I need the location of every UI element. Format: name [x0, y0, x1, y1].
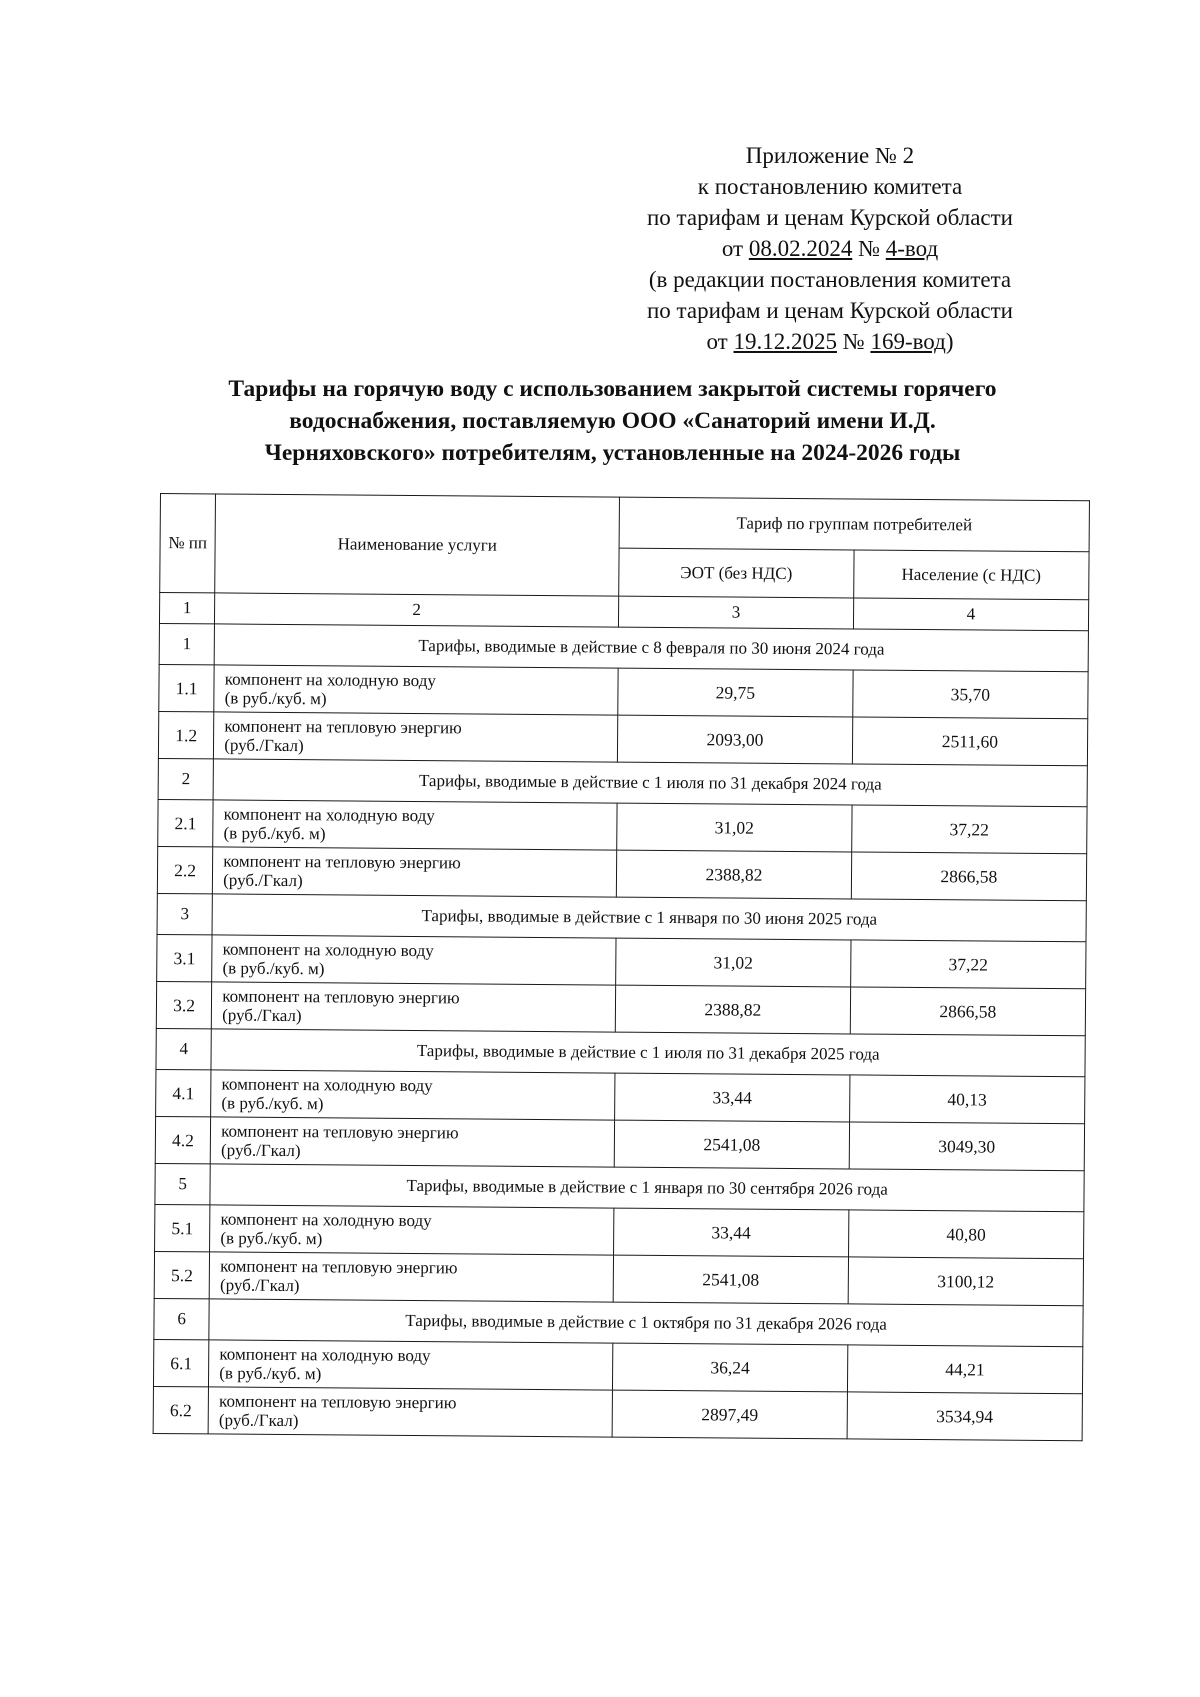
date-prefix: от	[721, 236, 749, 261]
revision-number: 169-вод	[870, 329, 946, 354]
service-name: компонент на тепловую энергию	[223, 851, 461, 873]
section-title: Тарифы, вводимые в действие с 1 июля по 31 декабря 2024 года	[213, 759, 1087, 807]
service-unit: (в руб./куб. м)	[219, 1363, 322, 1384]
header-row	[160, 494, 1089, 552]
service-unit: (в руб./куб. м)	[220, 1228, 323, 1249]
number-sign: №	[852, 236, 886, 261]
service-name-cell	[210, 1205, 614, 1255]
service-name: компонент на холодную воду	[224, 669, 436, 691]
appendix-line: (в редакции постановления комитета	[648, 267, 1012, 292]
service-name: компонент на тепловую энергию	[219, 1391, 457, 1413]
row-number: 4.1	[156, 1069, 212, 1116]
section-title: Тарифы, вводимые в действие с 1 июля по 31 декабря 2025 года	[211, 1029, 1085, 1077]
service-name-cell	[213, 800, 617, 850]
closing-paren: )	[945, 329, 954, 354]
service-name: компонент на тепловую энергию	[220, 1256, 458, 1278]
population-value: 40,80	[848, 1210, 1084, 1259]
population-value: 2511,60	[852, 717, 1088, 766]
tariff-row	[159, 664, 1088, 718]
tariff-row	[153, 1386, 1082, 1440]
header-number: № пп	[160, 494, 216, 593]
service-name-cell	[209, 1340, 613, 1390]
row-number: 2.1	[158, 799, 214, 846]
header-eot: ЭОТ (без НДС)	[619, 548, 854, 598]
row-number: 6.2	[153, 1386, 209, 1433]
row-number: 3.2	[156, 981, 212, 1028]
row-number: 1.2	[158, 711, 214, 758]
title-line: водоснабжения, поставляемую ООО «Санаторий имени И.Д.	[289, 408, 936, 434]
service-name-cell	[211, 1070, 615, 1120]
eot-value: 33,44	[614, 1208, 849, 1257]
section-number: 6	[154, 1298, 210, 1339]
section-number: 5	[155, 1163, 211, 1204]
row-number: 3.1	[157, 934, 213, 981]
row-number: 5.2	[154, 1251, 210, 1298]
row-number: 1.1	[159, 664, 215, 711]
service-name-cell	[209, 1252, 613, 1302]
service-unit: (в руб./куб. м)	[221, 1093, 324, 1114]
section-row	[157, 893, 1086, 941]
section-number: 3	[157, 893, 213, 934]
row-number: 2.2	[157, 846, 213, 893]
service-name-cell	[213, 847, 617, 897]
section-row	[156, 1028, 1085, 1076]
section-row	[159, 623, 1088, 671]
eot-value: 2897,49	[612, 1390, 847, 1439]
service-unit: (в руб./куб. м)	[222, 958, 325, 979]
header-population: Население (с НДС)	[853, 550, 1089, 600]
service-name: компонент на холодную воду	[221, 1074, 433, 1096]
column-index: 4	[853, 598, 1088, 631]
eot-value: 2388,82	[616, 850, 851, 899]
document-title	[150, 373, 1075, 469]
appendix-header	[600, 140, 1060, 357]
service-name-cell	[208, 1387, 612, 1437]
date-prefix: от	[706, 329, 734, 354]
row-number: 5.1	[155, 1204, 211, 1251]
section-title: Тарифы, вводимые в действие с 1 января по 30 сентября 2026 года	[210, 1164, 1084, 1212]
tariff-row	[157, 934, 1086, 988]
appendix-line: к постановлению комитета	[697, 174, 963, 199]
service-name: компонент на холодную воду	[223, 804, 435, 826]
service-name-cell	[210, 1117, 614, 1167]
eot-value: 2388,82	[615, 985, 850, 1034]
tariff-row	[155, 1204, 1084, 1258]
section-row	[158, 758, 1087, 806]
service-unit: (в руб./куб. м)	[223, 823, 326, 844]
service-name: компонент на тепловую энергию	[222, 986, 460, 1008]
service-name-cell	[212, 935, 616, 985]
appendix-line-date	[600, 326, 1060, 357]
column-index: 3	[619, 596, 854, 629]
population-value: 2866,58	[851, 852, 1087, 901]
row-number: 4.2	[155, 1116, 211, 1163]
service-name: компонент на тепловую энергию	[224, 716, 462, 738]
population-value: 40,13	[849, 1075, 1085, 1124]
section-row	[155, 1163, 1084, 1211]
eot-value: 2541,08	[613, 1255, 848, 1304]
eot-value: 31,02	[616, 938, 851, 987]
appendix-line: по тарифам и ценам Курской области	[647, 205, 1013, 230]
eot-value: 36,24	[613, 1343, 848, 1392]
population-value: 3100,12	[848, 1257, 1084, 1306]
appendix-line: Приложение № 2	[745, 143, 915, 168]
eot-value: 2093,00	[617, 715, 852, 764]
tariff-row	[155, 1116, 1084, 1170]
service-unit: (руб./Гкал)	[222, 1005, 302, 1026]
eot-value: 2541,08	[614, 1120, 849, 1169]
service-unit: (руб./Гкал)	[219, 1275, 300, 1296]
service-name: компонент на холодную воду	[222, 939, 434, 961]
service-unit: (руб./Гкал)	[218, 1410, 299, 1431]
title-line: Тарифы на горячую воду с использованием закрытой системы горячего	[228, 376, 997, 402]
service-unit: (руб./Гкал)	[220, 1140, 301, 1161]
tariff-row	[158, 711, 1087, 765]
appendix-line: по тарифам и ценам Курской области	[647, 298, 1013, 323]
section-number: 4	[156, 1028, 212, 1069]
service-name-cell	[214, 712, 618, 762]
population-value: 44,21	[847, 1345, 1083, 1394]
tariff-row	[156, 981, 1085, 1035]
column-index: 2	[215, 593, 619, 627]
section-number: 2	[158, 758, 214, 799]
tariff-row	[158, 799, 1087, 853]
tariff-row	[153, 1339, 1082, 1393]
column-index: 1	[159, 593, 214, 624]
section-title: Тарифы, вводимые в действие с 1 октября по 31 декабря 2026 года	[209, 1299, 1083, 1347]
service-unit: (в руб./куб. м)	[224, 688, 327, 709]
section-number: 1	[159, 623, 215, 664]
population-value: 3049,30	[849, 1122, 1085, 1171]
resolution-number: 4-вод	[885, 236, 939, 261]
header-tariff-groups: Тариф по группам потребителей	[619, 497, 1089, 552]
service-name-cell	[212, 982, 616, 1032]
population-value: 37,22	[850, 940, 1086, 989]
revision-date: 19.12.2025	[733, 329, 837, 354]
resolution-date: 08.02.2024	[748, 236, 853, 261]
service-name: компонент на холодную воду	[219, 1344, 431, 1366]
header-service-name: Наименование услуги	[215, 494, 620, 596]
section-title: Тарифы, вводимые в действие с 1 января по 30 июня 2025 года	[212, 894, 1086, 942]
section-row	[154, 1298, 1083, 1346]
service-unit: (руб./Гкал)	[224, 735, 304, 756]
eot-value: 33,44	[615, 1073, 850, 1122]
population-value: 2866,58	[850, 987, 1086, 1036]
tariff-row	[156, 1069, 1085, 1123]
tariff-table	[153, 493, 1090, 1441]
service-name: компонент на тепловую энергию	[221, 1121, 459, 1143]
eot-value: 29,75	[618, 668, 853, 717]
population-value: 3534,94	[847, 1392, 1083, 1441]
title-line: Черняховского» потребителям, установленные на 2024-2026 годы	[264, 440, 961, 466]
tariff-row	[154, 1251, 1083, 1305]
population-value: 35,70	[853, 670, 1089, 719]
section-title: Тарифы, вводимые в действие с 8 февраля по 30 июня 2024 года	[214, 624, 1088, 672]
number-sign: №	[836, 329, 871, 354]
population-value: 37,22	[851, 805, 1087, 854]
appendix-line-date	[600, 233, 1060, 264]
service-name-cell	[214, 665, 618, 715]
service-name: компонент на холодную воду	[220, 1209, 432, 1231]
row-number: 6.1	[153, 1339, 209, 1386]
service-unit: (руб./Гкал)	[223, 870, 303, 891]
eot-value: 31,02	[617, 803, 852, 852]
tariff-row	[157, 846, 1086, 900]
